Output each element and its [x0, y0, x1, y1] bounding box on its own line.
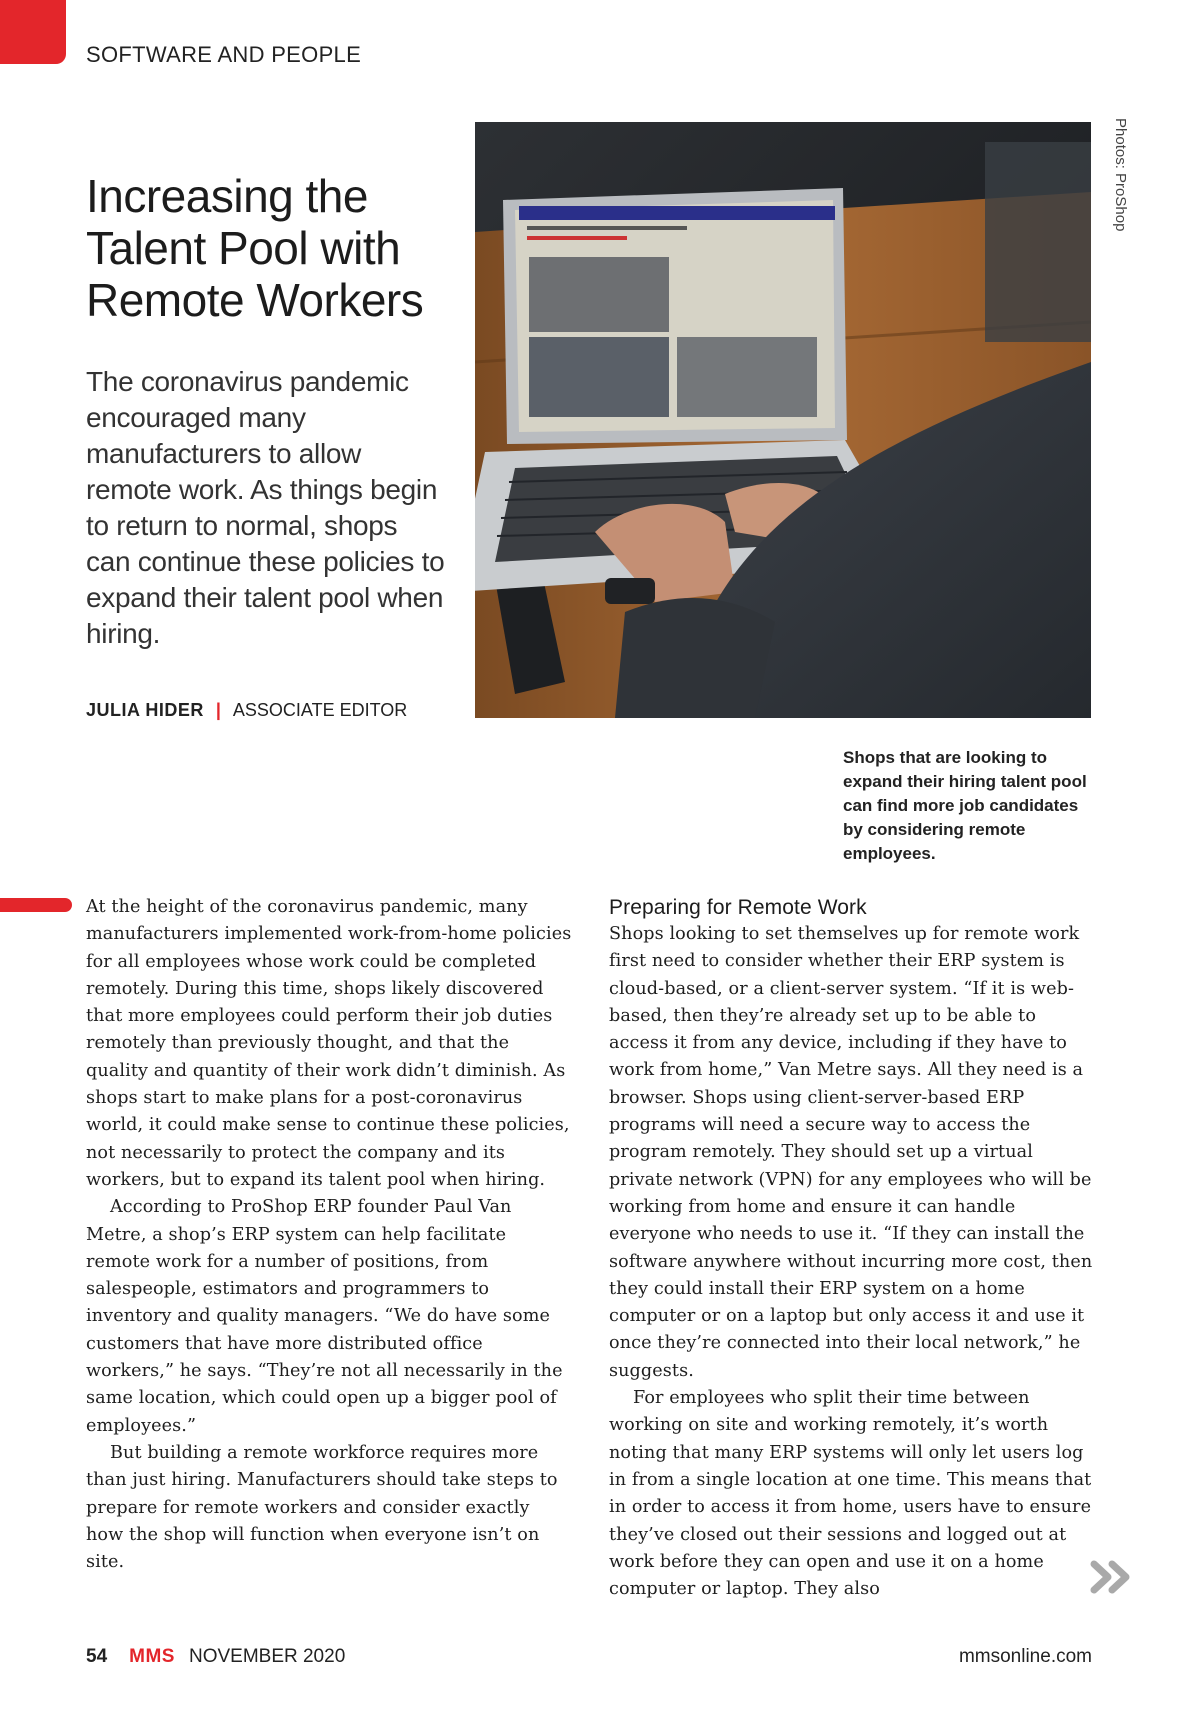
- author-title: ASSOCIATE EDITOR: [232, 700, 408, 720]
- article-deck: The coronavirus pandemic encouraged many manufacturers to allow remote work. As things begin to return to normal, shops can continue these policies to expand their talent pool when hiring.: [86, 366, 445, 649]
- corner-accent-tab: [0, 0, 66, 64]
- body-paragraph: But building a remote workforce requires more than just hiring. Manufacturers should take steps to prepare for remote workers and consider exactly how the shop will function when everyone isn’t on site.: [86, 1442, 558, 1573]
- body-paragraph: Shops looking to set themselves up for remote work first need to consider whether their ERP system is cloud-based, or a client-server system. “If it is web-based, then they’re already set up to be able to access it from any device, including if they have to work from home,” Van Metre says. All they need is a browser. Shops using client-server-based ERP programs will need a secure way to access the program remotely. They should set up a virtual private network (VPN) for any employees who will be working from home and ensure it can handle everyone who needs to use it. “If they can install the software anywhere without incurring more cost, then they could install their ERP system on a home computer or on a laptop but only access it and use it once they’re connected into their local network,” he suggests.: [609, 924, 1093, 1381]
- author-name: JULIA HIDER: [86, 700, 204, 720]
- footer-left: [86, 1646, 345, 1668]
- laptop-photo: [475, 122, 1091, 718]
- byline-separator: |: [215, 700, 221, 720]
- photo-credit: Photos: ProShop: [1112, 118, 1129, 232]
- body-paragraph: According to ProShop ERP founder Paul Van Metre, a shop’s ERP system can help facilitate remote work for a number of positions, from salespeople, estimators and programmers to inventory and quality managers. “We do have some customers that have more distributed office workers,” he says. “They’re not all necessarily in the same location, which could open up a bigger pool of employees.”: [86, 1197, 563, 1436]
- photo-caption: Shops that are looking to expand their hiring talent pool can find more job candidates by considering remote employees.: [843, 748, 1087, 863]
- body-paragraph: At the height of the coronavirus pandemic, many manufacturers implemented work-from-home policies for all employees whose work could be completed remotely. During this time, shops likely discovered that more employees could perform their job duties remotely than previously thought, and that the quality and quantity of their work didn’t diminish. As shops start to make plans for a post-coronavirus world, it could make sense to continue these policies, not necessarily to protect the company and its workers, but to expand its talent pool when hiring.: [86, 897, 572, 1190]
- body-column-left: [86, 894, 572, 1576]
- body-paragraph: For employees who split their time between working on site and working remotely, it’s worth noting that many ERP systems will only let users log in from a single location at one time. This means that in order to access it from home, users have to ensure they’ve closed out their sessions and logged out at work before they can open and use it on a home computer or laptop. They also: [609, 1388, 1092, 1600]
- article-headline: Increasing the Talent Pool with Remote Workers: [86, 170, 424, 326]
- magazine-brand: MMS: [129, 1646, 175, 1667]
- byline: [86, 700, 407, 721]
- red-rule-accent: [0, 898, 72, 912]
- footer-website: mmsonline.com: [958, 1646, 1092, 1667]
- double-chevron-right-icon: [1090, 1560, 1134, 1594]
- page-number: 54: [86, 1646, 108, 1667]
- section-subhead: Preparing for Remote Work: [609, 896, 867, 919]
- body-column-right: [609, 894, 1095, 1603]
- section-label: SOFTWARE AND PEOPLE: [86, 42, 362, 67]
- issue-date: NOVEMBER 2020: [188, 1646, 346, 1667]
